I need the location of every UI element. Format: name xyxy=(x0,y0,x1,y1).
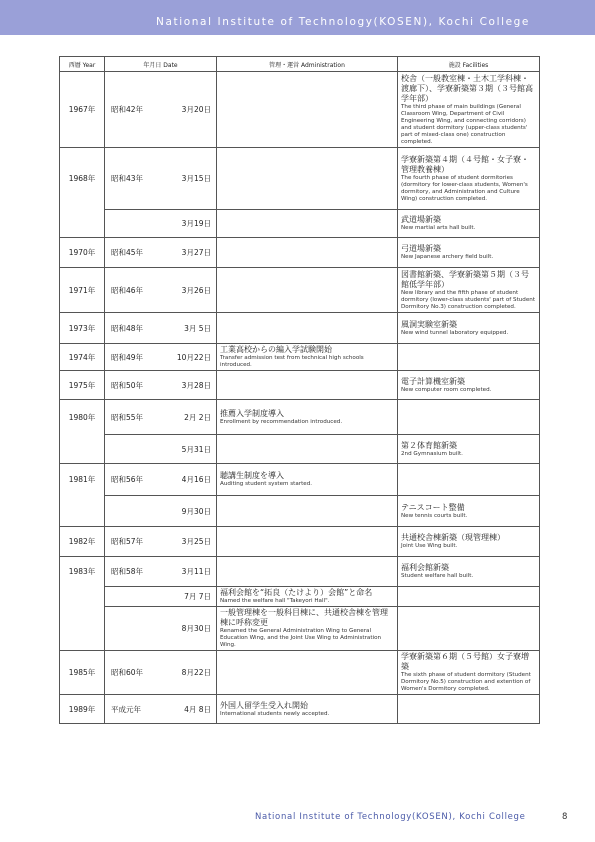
year-cell xyxy=(60,695,105,724)
year-text: 1989年 xyxy=(68,704,96,714)
admin-cell xyxy=(217,313,398,344)
facilities-en: 2nd Gymnasium built. xyxy=(401,450,463,457)
date-cell xyxy=(105,313,217,344)
table-row xyxy=(60,695,540,724)
year-cell xyxy=(60,371,105,400)
admin-en: Renamed the General Administration Wing to General Education Wing, and the Joint Use Wing to Administration Wing. xyxy=(220,628,382,648)
year-cell xyxy=(60,148,105,210)
facilities-jp: 風洞実験室新築 xyxy=(401,319,457,329)
header-facilities: 施設 Facilities xyxy=(398,57,540,72)
year-text: 1971年 xyxy=(68,285,96,295)
facilities-jp: 共通校舎棟新築（現管理棟） xyxy=(401,533,505,542)
table-body xyxy=(60,72,540,724)
facilities-cell xyxy=(398,527,540,557)
table-row xyxy=(60,210,540,238)
facilities-jp: 武道場新築 xyxy=(401,215,441,224)
admin-cell xyxy=(217,557,398,587)
year-cell xyxy=(60,313,105,344)
year-text: 1975年 xyxy=(68,380,96,390)
era-text: 昭和45年 xyxy=(111,248,144,257)
facilities-en: The fourth phase of student dormitories (dormitory for lower-class students, Women's dormitory, and Administration and Culture Wing) construction completed. xyxy=(401,174,528,202)
year-cell xyxy=(60,238,105,268)
date-cell xyxy=(105,344,217,371)
year-text: 1983年 xyxy=(68,567,96,577)
header-title: National Institute of Technology(KOSEN), Kochi College xyxy=(156,16,530,28)
year-cell xyxy=(60,400,105,435)
facilities-jp: テニスコート整備 xyxy=(401,502,465,512)
month-day-text: 3月11日 xyxy=(181,567,211,576)
era-text: 昭和50年 xyxy=(111,380,144,390)
date-cell xyxy=(105,557,217,587)
table-row xyxy=(60,313,540,344)
admin-cell xyxy=(217,695,398,724)
facilities-jp: 第２体育館新築 xyxy=(401,440,457,450)
admin-cell xyxy=(217,464,398,496)
month-day-text: 8月22日 xyxy=(181,668,211,677)
table-row xyxy=(60,496,540,527)
date-cell xyxy=(105,371,217,400)
year-text: 1985年 xyxy=(68,668,96,677)
era-text: 昭和42年 xyxy=(111,105,144,114)
date-cell xyxy=(105,238,217,268)
facilities-jp: 学寮新築第４期（４号館・女子寮・管理教養棟） xyxy=(401,154,529,174)
facilities-cell xyxy=(398,651,540,695)
admin-cell xyxy=(217,148,398,210)
facilities-cell xyxy=(398,371,540,400)
month-day-text: 3月 5日 xyxy=(184,323,211,333)
year-text: 1974年 xyxy=(68,352,96,362)
admin-cell xyxy=(217,587,398,607)
admin-cell xyxy=(217,435,398,464)
admin-jp: 一般管理棟を一般科目棟に、共通校舎棟を管理棟に呼称変更 xyxy=(220,608,388,627)
month-day-text: 3月28日 xyxy=(181,380,211,390)
facilities-cell xyxy=(398,557,540,587)
facilities-en: New wind tunnel laboratory equipped. xyxy=(401,329,509,336)
admin-cell xyxy=(217,607,398,651)
date-cell xyxy=(105,148,217,210)
admin-cell xyxy=(217,496,398,527)
admin-cell xyxy=(217,527,398,557)
year-cell xyxy=(60,72,105,148)
era-text: 昭和48年 xyxy=(111,323,144,333)
table-row xyxy=(60,435,540,464)
year-cell xyxy=(60,268,105,313)
date-cell xyxy=(105,527,217,557)
year-text: 1980年 xyxy=(68,412,96,422)
facilities-cell xyxy=(398,587,540,607)
table-row xyxy=(60,557,540,587)
admin-cell xyxy=(217,210,398,238)
admin-en: Named the welfare hall "Takeyori Hall". xyxy=(220,598,330,604)
facilities-en: New library and the fifth phase of student dormitory (lower-class students' part of Student Dormitory No.3) construction completed. xyxy=(401,289,536,310)
month-day-text: 3月15日 xyxy=(181,174,211,183)
year-text: 1973年 xyxy=(68,323,96,333)
month-day-text: 3月26日 xyxy=(181,285,211,295)
admin-cell xyxy=(217,651,398,695)
year-cell xyxy=(60,496,105,527)
year-cell xyxy=(60,651,105,695)
month-day-text: 7月 7日 xyxy=(184,592,211,601)
date-cell xyxy=(105,496,217,527)
month-day-text: 8月30日 xyxy=(181,624,211,633)
facilities-en: New Japanese archery field built. xyxy=(401,254,494,260)
facilities-jp: 図書館新築、学寮新築第５期（３号館低学年部） xyxy=(401,269,529,289)
facilities-cell xyxy=(398,344,540,371)
admin-en: Enrollment by recommendation introduced. xyxy=(220,418,343,425)
date-cell xyxy=(105,400,217,435)
facilities-en: New computer room completed. xyxy=(401,386,492,393)
facilities-cell xyxy=(398,148,540,210)
facilities-en: The sixth phase of student dormitory (Student Dormitory No.5) construction and extention of Women's Dormitory completed. xyxy=(401,672,531,692)
table-header-row xyxy=(60,57,540,72)
facilities-cell xyxy=(398,238,540,268)
month-day-text: 3月19日 xyxy=(181,219,211,228)
year-cell xyxy=(60,344,105,371)
date-cell xyxy=(105,464,217,496)
era-text: 昭和60年 xyxy=(111,668,144,677)
era-text: 昭和55年 xyxy=(111,412,144,422)
year-cell xyxy=(60,557,105,587)
facilities-jp: 校舎（一般教室棟・土木工学科棟・渡廊下）、学寮新築第３期（３号館高学年部） xyxy=(401,73,533,103)
year-text: 1968年 xyxy=(68,174,96,184)
date-cell xyxy=(105,607,217,651)
table-row xyxy=(60,268,540,313)
year-cell xyxy=(60,435,105,464)
table-row xyxy=(60,148,540,210)
facilities-cell xyxy=(398,607,540,651)
facilities-en: New martial arts hall built. xyxy=(401,225,476,231)
month-day-text: 10月22日 xyxy=(176,352,211,362)
admin-en: Transfer admission test from technical high schools introduced. xyxy=(220,355,364,368)
table-row xyxy=(60,651,540,695)
date-cell xyxy=(105,587,217,607)
facilities-jp: 福利会館新築 xyxy=(401,563,449,572)
admin-cell xyxy=(217,268,398,313)
month-day-text: 3月25日 xyxy=(181,537,211,546)
era-text: 昭和49年 xyxy=(111,352,144,362)
table-row xyxy=(60,587,540,607)
facilities-cell xyxy=(398,268,540,313)
date-cell xyxy=(105,695,217,724)
admin-jp: 工業高校からの編入学試験開始 xyxy=(220,345,332,354)
table-row xyxy=(60,464,540,496)
year-cell xyxy=(60,210,105,238)
table-row xyxy=(60,607,540,651)
admin-cell xyxy=(217,72,398,148)
table-row xyxy=(60,344,540,371)
year-text: 1982年 xyxy=(68,537,96,546)
facilities-cell xyxy=(398,210,540,238)
era-text: 昭和57年 xyxy=(111,537,144,546)
month-day-text: 3月27日 xyxy=(181,248,211,257)
year-cell xyxy=(60,464,105,496)
facilities-cell xyxy=(398,695,540,724)
facilities-cell xyxy=(398,496,540,527)
date-cell xyxy=(105,268,217,313)
facilities-jp: 弓道場新築 xyxy=(401,244,441,253)
facilities-en: The third phase of main buildings (General Classroom Wing, Department of Civil Engineering Wing, and connecting corridors) and student dormitory (upper-class students' part of mixed-class one) construction completed. xyxy=(401,103,528,145)
date-cell xyxy=(105,435,217,464)
admin-cell xyxy=(217,344,398,371)
header-year: 西暦 Year xyxy=(60,57,105,72)
month-day-text: 4月16日 xyxy=(181,475,211,484)
date-cell xyxy=(105,210,217,238)
admin-jp: 聴講生制度を導入 xyxy=(220,471,284,480)
header-date: 年月日 Date xyxy=(105,57,217,72)
admin-cell xyxy=(217,238,398,268)
header-admin: 管理・運営 Administration xyxy=(217,57,398,72)
footer-title: National Institute of Technology(KOSEN), Kochi College xyxy=(255,812,526,822)
facilities-cell xyxy=(398,400,540,435)
facilities-en: Student welfare hall built. xyxy=(401,573,474,579)
era-text: 昭和43年 xyxy=(111,174,144,183)
date-cell xyxy=(105,72,217,148)
facilities-en: New tennis courts built. xyxy=(401,512,468,519)
history-table xyxy=(59,56,540,724)
table-row xyxy=(60,400,540,435)
admin-en: International students newly accepted. xyxy=(220,710,330,717)
era-text: 昭和56年 xyxy=(111,475,144,484)
year-text: 1967年 xyxy=(68,105,96,114)
month-day-text: 4月 8日 xyxy=(184,704,211,714)
table-row xyxy=(60,72,540,148)
admin-jp: 福利会館を“拓良（たけより）会館”と命名 xyxy=(220,588,373,597)
year-text: 1970年 xyxy=(68,248,96,257)
year-text: 1981年 xyxy=(68,475,96,485)
admin-jp: 外国人留学生受入れ開始 xyxy=(220,700,308,710)
era-text: 昭和58年 xyxy=(111,567,144,576)
year-cell xyxy=(60,587,105,607)
year-cell xyxy=(60,527,105,557)
date-cell xyxy=(105,651,217,695)
table-row xyxy=(60,238,540,268)
era-text: 昭和46年 xyxy=(111,285,144,295)
month-day-text: 2月 2日 xyxy=(184,412,211,422)
table-row xyxy=(60,371,540,400)
facilities-cell xyxy=(398,464,540,496)
page-number: 8 xyxy=(562,812,568,822)
admin-cell xyxy=(217,400,398,435)
era-text: 平成元年 xyxy=(111,704,141,714)
header-banner xyxy=(0,0,595,35)
facilities-en: Joint Use Wing built. xyxy=(401,543,458,549)
admin-jp: 推薦入学制度導入 xyxy=(220,408,284,418)
admin-en: Auditing student system started. xyxy=(220,481,313,487)
month-day-text: 5月31日 xyxy=(181,444,211,454)
admin-cell xyxy=(217,371,398,400)
facilities-jp: 学寮新築第６期（５号館）女子寮増築 xyxy=(401,652,529,671)
month-day-text: 9月30日 xyxy=(181,506,211,516)
facilities-jp: 電子計算機室新築 xyxy=(401,376,465,386)
facilities-cell xyxy=(398,72,540,148)
month-day-text: 3月20日 xyxy=(181,105,211,114)
facilities-cell xyxy=(398,435,540,464)
year-cell xyxy=(60,607,105,651)
facilities-cell xyxy=(398,313,540,344)
table-row xyxy=(60,527,540,557)
